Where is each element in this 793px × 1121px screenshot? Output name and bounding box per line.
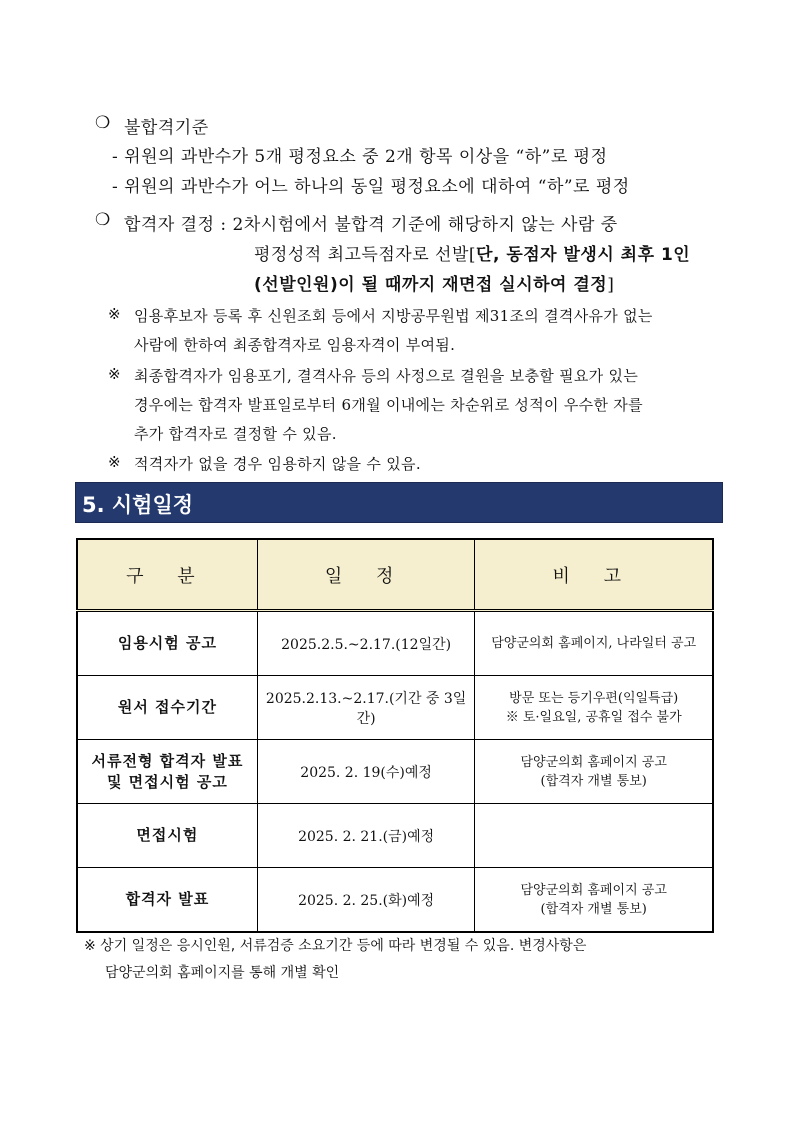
row-name-line: 서류전형 합격자 발표: [91, 751, 244, 770]
table-row: [77, 740, 713, 804]
row-name: [77, 868, 257, 933]
row-name-line: 원서 접수기간: [117, 698, 217, 716]
row-date: 2025. 2. 25.(화)예정: [257, 868, 475, 933]
row-remark-line: 방문 또는 등기우편(익일특급): [509, 690, 679, 706]
row-name-line: 임용시험 공고: [117, 634, 217, 652]
row-remark-line: 담양군의회 홈페이지, 나라일터 공고: [491, 636, 697, 651]
header-schedule: 일 정: [257, 539, 475, 611]
row-date: 2025.2.13.~2.17.(기간 중 3일간): [257, 676, 475, 740]
row-name: [77, 611, 257, 676]
fail-criteria-title: 불합격기준: [124, 118, 209, 138]
note-2-line-1: 최종합격자가 임용포기, 결격사유 등의 사정으로 결원을 보충할 필요가 있는: [134, 367, 639, 385]
table-row: [77, 676, 713, 740]
row-remark-line: (합격자 개별 통보): [540, 901, 647, 917]
pass-decision-line-1: 합격자 결정 : 2차시험에서 불합격 기준에 해당하지 않는 사람 중: [124, 215, 618, 235]
table-row: [77, 804, 713, 868]
pass-decision-line-2: [254, 240, 690, 265]
pass-decision-line-3: [254, 270, 614, 295]
footer-note-line-2: 담양군의회 홈페이지를 통해 개별 확인: [105, 965, 340, 981]
row-name: [77, 676, 257, 740]
note-2-line-3: 추가 합격자로 결정할 수 있음.: [134, 425, 337, 443]
schedule-table: [76, 538, 714, 933]
note-mark-1: ※: [108, 305, 121, 323]
pass-decision-line-3-bold: (선발인원)이 될 때까지 재면접 실시하여 결정: [254, 275, 608, 295]
section-title: 5. 시험일정: [82, 493, 194, 517]
header-category: 구 분: [77, 539, 257, 611]
note-mark-3: ※: [108, 453, 121, 471]
row-remark: [475, 740, 713, 804]
footer-note-line-1: ※ 상기 일정은 응시인원, 서류검증 소요기간 등에 따라 변경될 수 있음. 변경사항은: [84, 938, 587, 954]
row-remark: [475, 868, 713, 933]
note-1-line-2: 사람에 한하여 최종합격자로 임용자격이 부여됨.: [134, 336, 456, 354]
row-name-line: 및 면접시험 공고: [106, 772, 228, 791]
pass-decision-line-2-bold: 단, 동점자 발생시 최후 1인: [476, 245, 691, 265]
row-remark-line: ※ 토·일요일, 공휴일 접수 불가: [505, 709, 682, 725]
section-header-bar: [75, 482, 723, 523]
pass-decision-line-2-plain: 평정성적 최고득점자로 선발[: [254, 245, 477, 265]
row-name-line: 면접시험: [136, 826, 199, 844]
pass-decision-line-3-end: ]: [607, 275, 615, 295]
row-date: 2025.2.5.~2.17.(12일간): [257, 611, 475, 676]
table-row: [77, 611, 713, 676]
table-header-row: [77, 539, 713, 611]
fail-criteria-item-2: - 위원의 과반수가 어느 하나의 동일 평정요소에 대하여 “하”로 평정: [112, 177, 630, 197]
header-remark: 비 고: [475, 539, 713, 611]
note-mark-2: ※: [108, 365, 121, 383]
row-remark: [475, 804, 713, 868]
note-3-line-1: 적격자가 없을 경우 임용하지 않을 수 있음.: [134, 455, 421, 473]
note-2-line-2: 경우에는 합격자 발표일로부터 6개월 이내에는 차순위로 성적이 우수한 자를: [134, 396, 643, 414]
row-remark-line: 담양군의회 홈페이지 공고: [520, 754, 667, 770]
row-remark: [475, 676, 713, 740]
table-row: [77, 868, 713, 933]
row-date: 2025. 2. 21.(금)예정: [257, 804, 475, 868]
row-remark-line: 담양군의회 홈페이지 공고: [520, 882, 667, 898]
circle-bullet-icon: ❍: [95, 210, 111, 230]
row-remark: [475, 611, 713, 676]
row-name-line: 합격자 발표: [125, 890, 210, 908]
row-name: [77, 804, 257, 868]
fail-criteria-item-1: - 위원의 과반수가 5개 평정요소 중 2개 항목 이상을 “하”로 평정: [112, 147, 608, 167]
circle-bullet-icon: ❍: [95, 113, 111, 133]
row-name: [77, 740, 257, 804]
row-remark-line: (합격자 개별 통보): [540, 773, 647, 789]
note-1-line-1: 임용후보자 등록 후 신원조회 등에서 지방공무원법 제31조의 결격사유가 없는: [134, 307, 653, 325]
row-date: 2025. 2. 19(수)예정: [257, 740, 475, 804]
